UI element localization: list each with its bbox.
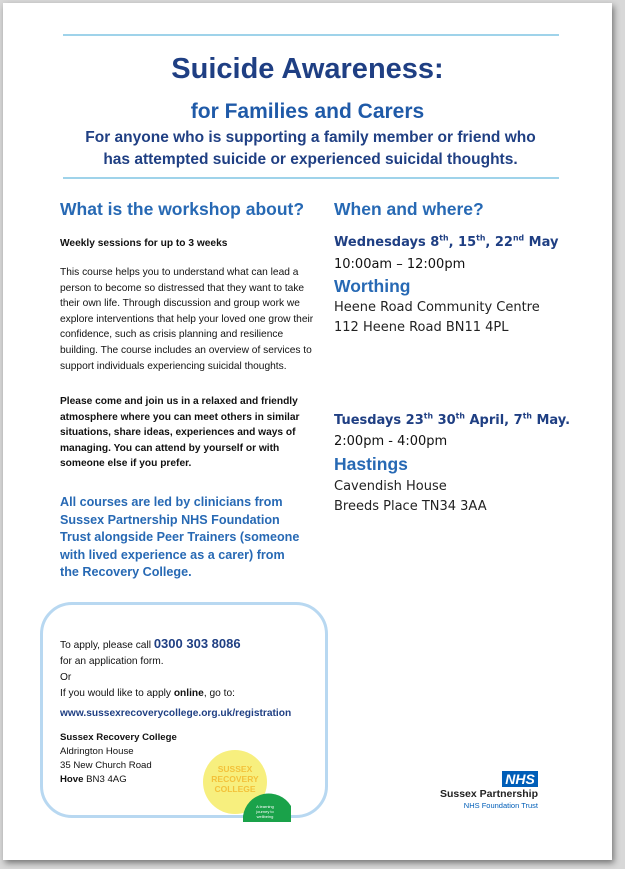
worthing-town: Worthing (334, 276, 411, 296)
logo-line1: SUSSEX (217, 764, 253, 774)
worthing-sup2: th (476, 233, 486, 243)
logo-tag2: journey to (256, 809, 274, 814)
hastings-sup1: th (423, 411, 434, 421)
hastings-sup2: th (455, 411, 465, 421)
college-name: Sussex Recovery College (60, 732, 177, 743)
hastings-address: Breeds Place TN34 3AA (334, 499, 487, 514)
worthing-dates (334, 235, 558, 250)
flyer-page (3, 3, 612, 860)
worthing-sup1: th (439, 233, 449, 243)
top-divider (63, 34, 559, 36)
weekly-sessions: Weekly sessions for up to 3 weeks (60, 238, 228, 249)
worthing-sup3: nd (512, 233, 525, 243)
courses-led-text: All courses are led by clinicians from Sussex Partnership NHS Foundation Trust alongside Peer Trainers (someone with lived experience as a carer) from the Recovery College. (60, 495, 300, 580)
hastings-time: 2:00pm - 4:00pm (334, 434, 448, 449)
when-where-heading: When and where? (334, 199, 484, 219)
apply-form-text: for an application form. (60, 656, 164, 667)
college-address-3 (60, 772, 127, 788)
nhs-org-name: Sussex Partnership (439, 788, 538, 800)
apply-or-text: Or (60, 672, 72, 683)
hastings-sep2: April, 7 (464, 413, 523, 428)
invitation-text: Please come and join us in a relaxed and friendly atmosphere where you can meet others in similar situations, share ideas, experiences and ways of managing. You can attend by yourself or with someone else if you prefer. (60, 396, 300, 470)
logo-line2: RECOVERY (211, 774, 259, 784)
page-subtitle: for Families and Carers (190, 100, 425, 123)
worthing-time: 10:00am – 12:00pm (334, 257, 466, 272)
nhs-logo (439, 771, 548, 811)
recovery-college-logo-graphic (199, 750, 291, 822)
college-postcode: BN3 4AG (83, 774, 127, 785)
mid-divider (63, 177, 559, 179)
recovery-college-logo (199, 750, 291, 822)
apply-call-prefix: To apply, please call (60, 640, 154, 651)
college-town: Hove (60, 774, 84, 785)
intro-text: For anyone who is supporting a family member or friend who has attempted suicide or experienced suicidal thoughts. (85, 129, 536, 168)
hastings-sep1: 30 (433, 413, 456, 428)
worthing-venue: Heene Road Community Centre (334, 300, 540, 315)
logo-tag1: A learning (256, 804, 274, 809)
worthing-sep2: , 22 (485, 235, 513, 250)
hastings-day: Tuesdays 23 (334, 413, 424, 428)
college-address-1: Aldrington House (60, 746, 134, 757)
nhs-trust-name: NHS Foundation Trust (463, 801, 538, 810)
hastings-town: Hastings (334, 454, 408, 474)
worthing-address: 112 Heene Road BN11 4PL (334, 320, 509, 335)
worthing-month: May (524, 235, 559, 250)
hastings-sup3: th (522, 411, 532, 421)
apply-online-line (60, 686, 235, 702)
nhs-badge (502, 771, 538, 787)
logo-line3: COLLEGE (214, 784, 256, 794)
hastings-venue: Cavendish House (334, 479, 447, 494)
logo-tag3: wellbeing (256, 814, 274, 819)
apply-online-suffix: , go to: (203, 688, 235, 699)
course-description: This course helps you to understand what can lead a person to become so distressed that they want to take their own life. Through discussion and group work we explore interventions that help your loved one grow their confidence, such as crisis planning and resilience building. The course includes an overview of services to support individuals experiencing suicidal thoughts. (60, 267, 314, 372)
apply-online-word: online (173, 688, 204, 699)
hastings-dates (334, 413, 570, 428)
worthing-sep1: , 15 (448, 235, 477, 250)
apply-call-line (60, 636, 241, 654)
apply-phone[interactable]: 0300 303 8086 (153, 636, 241, 651)
nhs-badge-text: NHS (505, 771, 535, 787)
college-address-2: 35 New Church Road (60, 760, 152, 771)
apply-online-prefix: If you would like to apply (60, 688, 174, 699)
worthing-day: Wednesdays 8 (334, 235, 440, 250)
workshop-heading: What is the workshop about? (60, 199, 305, 219)
page-title: Suicide Awareness: (171, 53, 444, 85)
registration-link[interactable]: www.sussexrecoverycollege.org.uk/registration (60, 708, 292, 719)
hastings-month: May. (531, 413, 571, 428)
